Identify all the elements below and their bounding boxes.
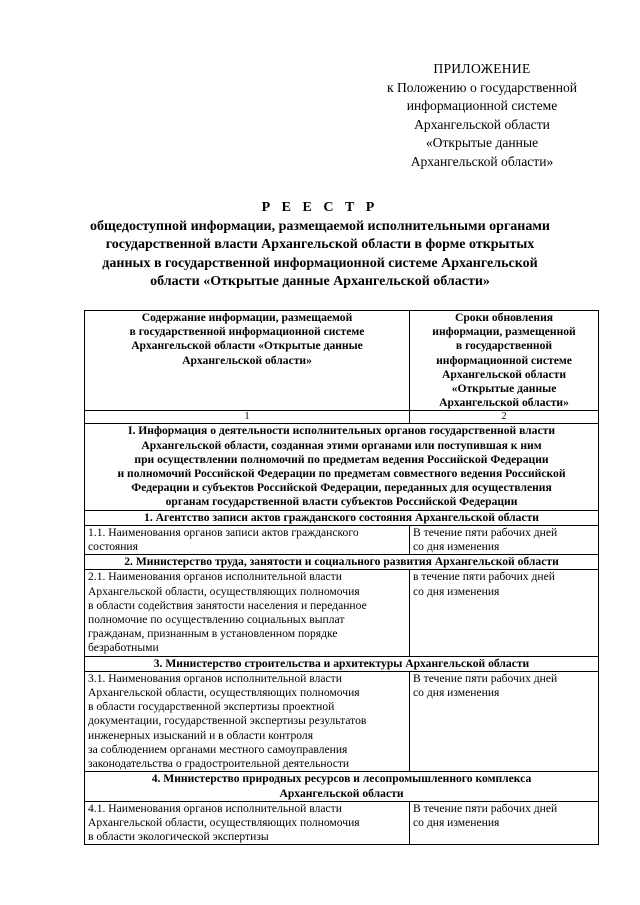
section-line: и полномочий Российской Федерации по предметам совместного ведения Российской (117, 467, 566, 481)
content-cell (85, 570, 410, 656)
section-line: Федерации и субъектов Российской Федерации, переданных для осуществления (131, 481, 552, 495)
section-row (85, 424, 599, 510)
registry-title-line: государственной власти Архангельской области в форме открытых (105, 237, 535, 253)
header-text-line: Архангельской области «Открытые данные (131, 339, 363, 353)
registry-title-line: области «Открытые данные Архангельской области» (150, 274, 490, 290)
section-line: I. Информация о деятельности исполнительных органов государственной власти (127, 424, 556, 438)
section-heading (85, 424, 599, 510)
column-number-row (85, 411, 599, 424)
term-line: В течение пяти рабочих дней (413, 801, 558, 815)
term-line: со дня изменения (413, 540, 500, 554)
section-line: при осуществлении полномочий по предметам ведения Российской Федерации (134, 452, 549, 466)
content-line: Архангельской области, осуществляющих полномочия (88, 686, 360, 700)
term-cell (410, 525, 599, 554)
subsection-row (85, 555, 599, 570)
content-line: законодательства о градостроительной деятельности (88, 757, 350, 771)
registry-title-block (70, 199, 570, 292)
annex-line: Архангельской области (414, 116, 550, 132)
header-text-line: в государственной (455, 339, 553, 353)
content-line: в области государственной экспертизы проектной (88, 700, 335, 714)
header-text-line: Сроки обновления (454, 311, 554, 324)
table-row (85, 570, 599, 656)
subsection-heading: 3. Министерство строительства и архитектуры Архангельской области (85, 656, 599, 671)
content-cell (85, 525, 410, 554)
header-text-line: Архангельской области» (182, 353, 312, 367)
term-line: со дня изменения (413, 584, 500, 598)
registry-table (84, 310, 599, 845)
registry-title-line: общедоступной информации, размещаемой исполнительными органами (90, 218, 550, 234)
subsection-line: Архангельской области (279, 786, 404, 800)
header-text-line: в государственной информационной системе (129, 325, 365, 339)
term-line: В течение пяти рабочих дней (413, 671, 558, 685)
subsection-heading (85, 772, 599, 801)
column-number: 1 (85, 411, 410, 424)
header-terms-cell (410, 311, 599, 411)
table-row (85, 801, 599, 845)
column-number: 2 (410, 411, 599, 424)
content-line: документации, государственной экспертизы результатов (88, 714, 367, 728)
table-row (85, 525, 599, 554)
annex-line: к Положению о государственной (386, 79, 578, 95)
content-line: безработными (88, 641, 159, 655)
header-content-cell (85, 311, 410, 411)
annex-title: ПРИЛОЖЕНИЕ (433, 61, 531, 76)
section-line: Архангельской области, созданная этими органами или поступившая к ним (141, 438, 542, 452)
term-cell (410, 801, 599, 845)
registry-heading: Р Е Е С Т Р (261, 200, 379, 215)
term-line: со дня изменения (413, 815, 500, 829)
table-row (85, 671, 599, 771)
content-line: 2.1. Наименования органов исполнительной власти (88, 570, 342, 584)
header-text-line: Архангельской области (441, 367, 566, 381)
content-line: инженерных изысканий и в области контроля (88, 728, 314, 742)
header-text-line: информационной системе (436, 353, 572, 367)
term-line: в течение пяти рабочих дней (413, 570, 555, 584)
content-line: в области экологической экспертизы (88, 830, 269, 844)
subsection-row (85, 656, 599, 671)
term-cell (410, 570, 599, 656)
annex-line: «Открытые данные (425, 135, 539, 151)
content-line: полномочие по осуществлению социальных выплат (88, 613, 345, 627)
header-text-line: Архангельской области» (439, 396, 569, 410)
header-row (85, 311, 599, 411)
content-cell (85, 801, 410, 845)
content-cell (85, 671, 410, 771)
header-text-line: Содержание информации, размещаемой (141, 311, 353, 324)
subsection-row (85, 510, 599, 525)
section-line: органам государственной власти субъектов Российской Федерации (165, 495, 518, 509)
content-line: 3.1. Наименования органов исполнительной власти (88, 671, 342, 685)
annex-block (360, 60, 604, 172)
content-line: 1.1. Наименования органов записи актов гражданского (88, 525, 359, 539)
term-cell (410, 671, 599, 771)
header-text-line: информации, размещенной (432, 325, 576, 339)
content-line: в области содействия занятости населения и переданное (88, 598, 367, 612)
content-line: Архангельской области, осуществляющих полномочия (88, 815, 360, 829)
content-line: Архангельской области, осуществляющих полномочия (88, 584, 360, 598)
annex-line: информационной системе (406, 98, 558, 114)
subsection-heading: 1. Агентство записи актов гражданского состояния Архангельской области (85, 510, 599, 525)
content-line: гражданам, признанным в установленном порядке (88, 627, 338, 641)
registry-title-line: данных в государственной информационной системе Архангельской (102, 255, 538, 271)
content-line: 4.1. Наименования органов исполнительной власти (88, 801, 342, 815)
header-text-line: «Открытые данные (451, 382, 557, 396)
term-line: со дня изменения (413, 686, 500, 700)
content-line: состояния (88, 540, 138, 554)
subsection-heading: 2. Министерство труда, занятости и социального развития Архангельской области (85, 555, 599, 570)
term-line: В течение пяти рабочих дней (413, 525, 558, 539)
content-line: за соблюдением органами местного самоуправления (88, 742, 348, 756)
subsection-line: 4. Министерство природных ресурсов и лесопромышленного комплекса (151, 772, 532, 786)
subsection-row (85, 772, 599, 801)
annex-line: Архангельской области» (410, 153, 554, 169)
